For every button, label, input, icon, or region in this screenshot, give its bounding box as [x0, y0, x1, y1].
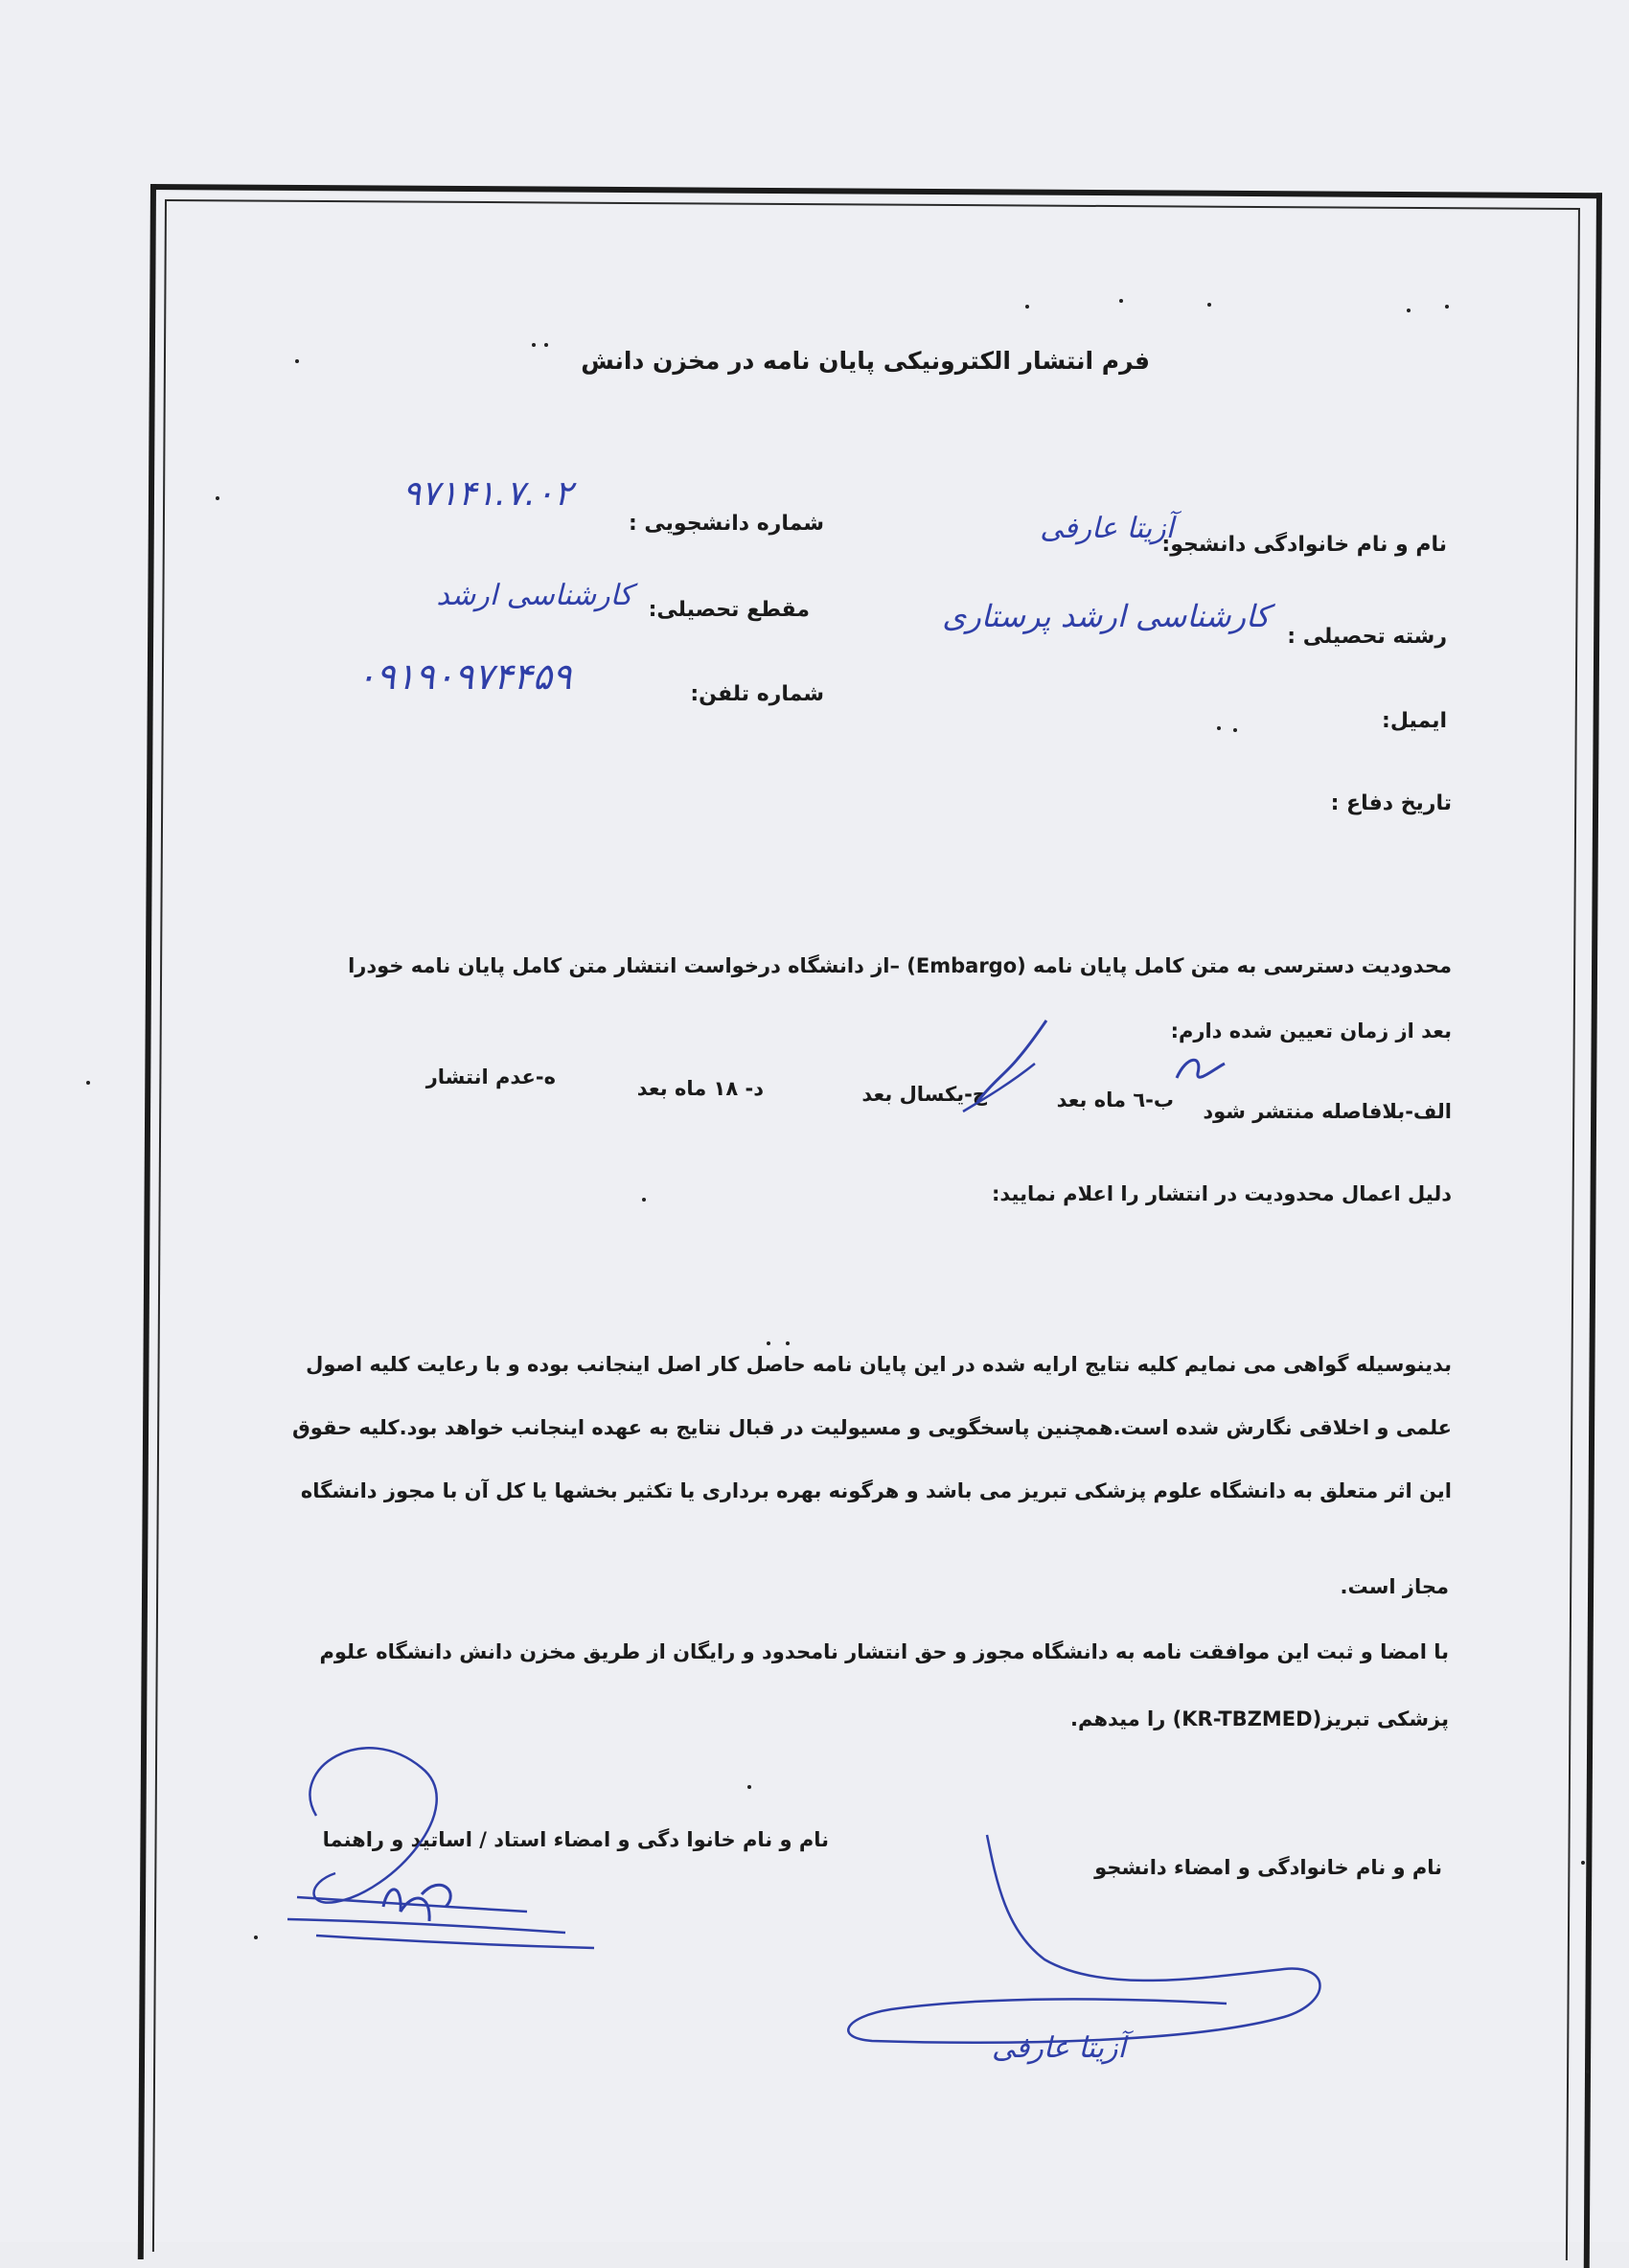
scan-speck [1119, 299, 1123, 303]
degree-value: کارشناسی ارشد [436, 579, 632, 612]
embargo-option-c: ج-یکسال بعد [861, 1083, 987, 1106]
defense-date-label: تاریخ دفاع : [1330, 791, 1452, 815]
scan-speck [1586, 2070, 1590, 2073]
scan-speck [1445, 305, 1449, 309]
degree-label: مقطع تحصیلی: [648, 598, 810, 622]
scan-speck [1217, 726, 1221, 730]
embargo-reason-label: دلیل اعمال محدودیت در انتشار را اعلام نمایید: [992, 1182, 1452, 1205]
declaration-line-2: علمی و اخلاقی نگارش شده است.همچنین پاسخگویی و مسیولیت در قبال نتایج به عهده اینجانب خواهد بود.کلیه حقوق [292, 1416, 1452, 1439]
declaration-line-1: بدینوسیله گواهی می نمایم کلیه نتایج ارایه شده در این پایان نامه حاصل کار اصل اینجانب بوده و با رعایت کلیه اصول [306, 1353, 1452, 1376]
scan-speck [642, 1198, 646, 1202]
scan-speck [1207, 303, 1211, 307]
scan-speck [86, 1081, 90, 1085]
scan-speck [1581, 1861, 1585, 1865]
student-name-value: آزیتا عارفی [1040, 512, 1174, 545]
embargo-option-a: الف-بلافاصله منتشر شود [1203, 1100, 1452, 1123]
declaration-line-5: با امضا و ثبت این موافقت نامه به دانشگاه مجوز و حق انتشار نامحدود و رایگان از طریق مخزن دانش دانشگاه علوم [319, 1640, 1449, 1663]
embargo-option-e: ه-عدم انتشار [425, 1065, 556, 1088]
student-name-label: نام و نام خانوادگی دانشجو: [1161, 533, 1447, 557]
scan-speck [1407, 309, 1411, 312]
scan-speck [254, 1936, 258, 1939]
phone-value: ۰۹۱۹۰۹۷۴۴۵۹ [356, 655, 572, 698]
scan-speck [216, 496, 219, 500]
major-label: رشته تحصیلی : [1287, 625, 1447, 649]
form-title: فرم انتشار الکترونیکی پایان نامه در مخزن دانش [581, 347, 1150, 375]
student-id-value: ۹۷۱۴۱.۷.۰۲ [402, 474, 573, 514]
checkmark-ink [958, 1016, 1073, 1121]
scan-speck [786, 1341, 790, 1345]
advisor-signature [278, 1730, 642, 1988]
student-signature-name: آزیتا عارفی [992, 2031, 1126, 2065]
declaration-line-6: پزشکی تبریز(KR-TBZMED) را میدهم. [1070, 1707, 1449, 1730]
advisor-signature-label: نام و نام خانوا دگی و امضاء استاد / اساتید و راهنما [322, 1828, 829, 1851]
email-label: ایمیل: [1382, 709, 1447, 733]
scan-speck [544, 343, 548, 347]
scan-speck [1233, 728, 1237, 732]
checkmark-scribble [1169, 1044, 1236, 1102]
scan-speck [747, 1785, 751, 1789]
scan-speck [295, 359, 299, 363]
major-value: کارشناسی ارشد پرستاری [942, 598, 1270, 634]
scan-speck [1025, 305, 1029, 309]
declaration-line-4: مجاز است. [1340, 1575, 1449, 1598]
declaration-line-3: این اثر متعلق به دانشگاه علوم پزشکی تبریز می باشد و هرگونه بهره برداری یا تکثیر بخشها یا کل آن با مجوز دانشگاه [300, 1479, 1452, 1502]
student-id-label: شماره دانشجویی : [628, 512, 824, 536]
phone-label: شماره تلفن: [690, 682, 824, 706]
embargo-option-d: د- ١٨ ماه بعد [636, 1077, 764, 1100]
embargo-line-2: بعد از زمان تعیین شده دارم: [1170, 1019, 1452, 1042]
scan-speck [767, 1341, 770, 1345]
embargo-line-1: محدودیت دسترسی به متن کامل پایان نامه (Embargo) –از دانشگاه درخواست انتشار متن کامل پایان نامه خودرا [348, 954, 1452, 977]
scan-speck [532, 343, 536, 347]
embargo-option-b: ب-٦ ماه بعد [1056, 1088, 1174, 1111]
student-signature-label: نام و نام خانوادگی و امضاء دانشجو [1094, 1856, 1442, 1879]
